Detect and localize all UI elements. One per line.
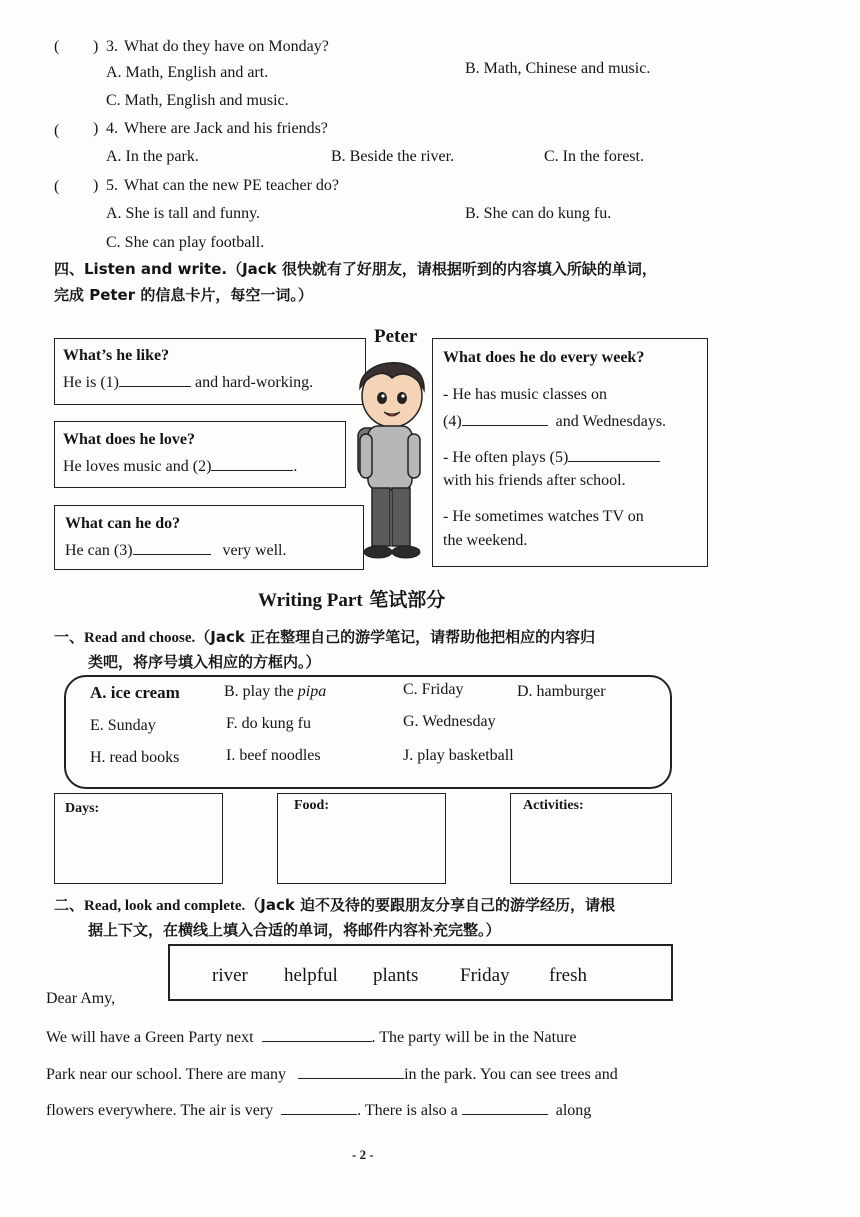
section-number: 一、 — [54, 628, 85, 646]
email-text: . There is also a — [357, 1102, 458, 1119]
blank-1[interactable] — [119, 372, 191, 387]
title-english: Writing Part — [258, 590, 363, 611]
option-item: E. Sunday — [90, 717, 156, 734]
question-number: 4. — [106, 120, 118, 137]
word-bank-item: Friday — [460, 965, 510, 986]
email-text: . The party will be in the Nature — [371, 1029, 577, 1046]
card-title: What does he do every week? — [443, 349, 645, 366]
question-number: 3. — [106, 38, 118, 55]
card-whats-he-like — [54, 338, 366, 405]
section-4-heading — [54, 258, 657, 279]
email-blank-3[interactable] — [281, 1100, 357, 1115]
writing-section-1-heading-line2: 类吧，将序号填入相应的方框内。） — [88, 653, 321, 671]
option-item — [224, 683, 326, 701]
option-a: A. In the park. — [106, 148, 199, 165]
question-text: Where are Jack and his friends? — [124, 120, 328, 137]
option-italic: pipa — [297, 683, 327, 700]
option-c: C. She can play football. — [106, 234, 265, 251]
section-number: 二、 — [54, 896, 85, 914]
card-text: - He has music classes on — [443, 386, 607, 403]
card-text: He loves music and (2) — [63, 458, 212, 475]
word-bank-item: helpful — [284, 965, 338, 986]
word-bank-item: plants — [373, 965, 419, 986]
card-text: and Wednesdays. — [555, 413, 667, 430]
card-what-can-he-do — [54, 505, 364, 570]
heading-chinese: （Jack 迫不及待的要跟朋友分享自己的游学经历，请根 — [245, 896, 616, 914]
boy-illustration — [346, 346, 434, 568]
card-text: - He sometimes watches TV on — [443, 508, 644, 525]
card-text: He is (1) — [63, 374, 119, 391]
option-item: D. hamburger — [517, 683, 606, 700]
page-number: - 2 - — [352, 1147, 374, 1162]
option-item: C. Friday — [403, 681, 464, 698]
card-text: He can (3) — [65, 542, 133, 559]
option-item: I. beef noodles — [226, 747, 321, 764]
option-c: C. Math, English and music. — [106, 92, 289, 109]
word-bank — [168, 944, 673, 1001]
option-c: C. In the forest. — [544, 148, 644, 165]
email-text: We will have a Green Party next — [46, 1029, 254, 1046]
email-blank-1[interactable] — [262, 1027, 372, 1042]
option-item: J. play basketball — [403, 747, 514, 764]
answer-paren-open: ( — [54, 178, 60, 195]
option-item: H. read books — [90, 749, 180, 766]
heading-chinese: （Jack 很快就有了好朋友，请根据听到的内容填入所缺的单词， — [227, 260, 657, 278]
option-a: A. She is tall and funny. — [106, 205, 261, 222]
email-blank-2[interactable] — [298, 1064, 404, 1079]
writing-part-title — [258, 585, 445, 612]
option-a: A. Math, English and art. — [106, 64, 269, 81]
card-text: the weekend. — [443, 532, 528, 549]
email-line-1 — [46, 1027, 577, 1047]
category-label: Days: — [65, 801, 100, 816]
card-text: (4) — [443, 413, 462, 430]
word-bank-item: fresh — [549, 965, 587, 986]
email-line-3 — [46, 1100, 591, 1120]
email-text: Park near our school. There are many — [46, 1066, 287, 1083]
option-b: B. Math, Chinese and music. — [465, 60, 651, 77]
blank-3[interactable] — [133, 540, 211, 555]
heading-english: Read, look and complete. — [84, 898, 246, 914]
heading-english: Read and choose. — [84, 630, 196, 646]
card-text: and hard-working. — [194, 374, 314, 391]
card-text: . — [293, 458, 298, 475]
card-weekly-activities — [432, 338, 708, 567]
category-box-activities[interactable] — [510, 793, 672, 884]
option-item: F. do kung fu — [226, 715, 311, 732]
card-title: What can he do? — [65, 515, 181, 532]
card-line — [63, 456, 297, 476]
blank-4[interactable] — [462, 411, 548, 426]
question-text: What do they have on Monday? — [124, 38, 329, 55]
option-b: B. She can do kung fu. — [465, 205, 612, 222]
card-line — [443, 447, 660, 467]
writing-section-2-heading — [54, 894, 615, 915]
option-item: A. ice cream — [90, 683, 180, 702]
question-number: 5. — [106, 177, 118, 194]
email-line-2 — [46, 1064, 618, 1084]
email-blank-4[interactable] — [462, 1100, 548, 1115]
category-box-days[interactable] — [54, 793, 223, 884]
card-what-does-he-love — [54, 421, 346, 488]
card-title: What’s he like? — [63, 347, 170, 364]
email-text: in the park. You can see trees and — [404, 1066, 618, 1083]
heading-chinese: （Jack 正在整理自己的游学笔记，请帮助他把相应的内容归 — [195, 628, 596, 646]
card-text: - He often plays (5) — [443, 449, 569, 466]
character-name: Peter — [374, 326, 418, 347]
category-label: Food: — [294, 798, 329, 813]
card-text: with his friends after school. — [443, 472, 626, 489]
answer-paren-open: ( — [54, 38, 60, 55]
word-bank-item: river — [212, 965, 248, 986]
email-greeting: Dear Amy, — [46, 990, 116, 1007]
option-text: B. play the — [224, 683, 298, 700]
category-label: Activities: — [523, 798, 584, 813]
heading-english: 四、Listen and write. — [54, 260, 228, 278]
option-item: G. Wednesday — [403, 713, 496, 730]
answer-paren-open: ( — [54, 122, 60, 139]
answer-paren-close: ) — [93, 177, 99, 194]
blank-5[interactable] — [568, 447, 660, 462]
card-line — [65, 540, 287, 560]
options-box — [64, 675, 672, 789]
answer-paren-close: ) — [93, 120, 99, 137]
question-text: What can the new PE teacher do? — [124, 177, 340, 194]
card-text: very well. — [222, 542, 287, 559]
email-text: along — [555, 1102, 592, 1119]
writing-section-2-heading-line2: 据上下文，在横线上填入合适的单词，将邮件内容补充完整。） — [88, 921, 501, 939]
title-chinese: 笔试部分 — [362, 589, 446, 611]
card-title: What does he love? — [63, 431, 195, 448]
email-text: flowers everywhere. The air is very — [46, 1102, 274, 1119]
section-4-heading-line2: 完成 Peter 的信息卡片，每空一词。） — [54, 286, 313, 304]
category-box-food[interactable] — [277, 793, 446, 884]
answer-paren-close: ) — [93, 38, 99, 55]
blank-2[interactable] — [211, 456, 293, 471]
card-line — [443, 411, 666, 431]
card-line — [63, 372, 313, 392]
option-b: B. Beside the river. — [331, 148, 455, 165]
writing-section-1-heading — [54, 626, 595, 647]
